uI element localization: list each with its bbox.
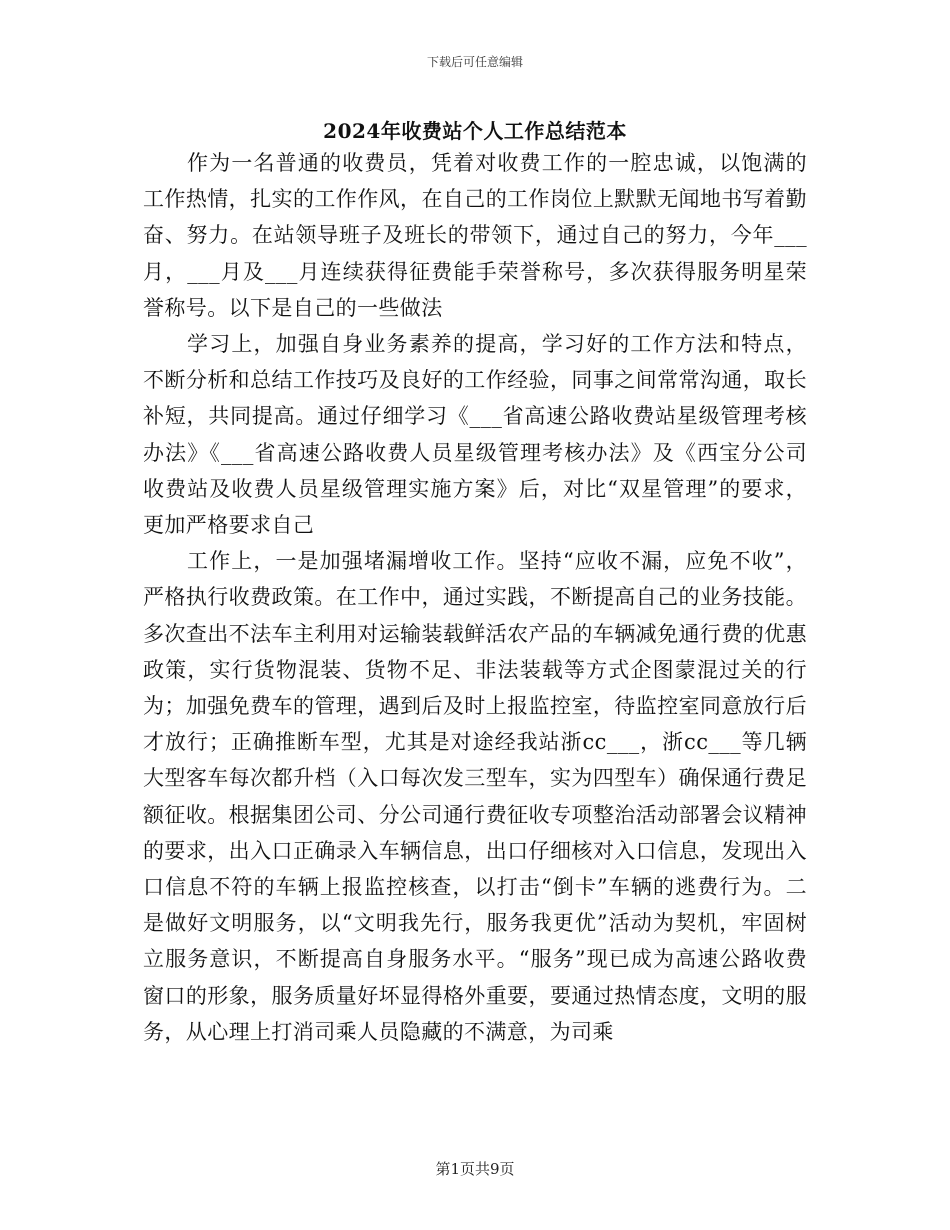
page-header-note: 下载后可任意编辑 (426, 55, 523, 69)
page-number: 第1页共9页 (435, 1160, 515, 1178)
paragraph-work: 工作上，一是加强堵漏增收工作。坚持“应收不漏，应免不收”，严格执行收费政策。在工作中，通过实践，不断提高自己的业务技能。多次查出不法车主利用对运输装载鲜活农产品的车辆减免通行费的优惠政策，实行货物混装、货物不足、非法装载等方式企图蒙混过关的行为；加强免费车的管理，遇到后及时上报监控室，待监控室同意放行后才放行；正确推断车型，尤其是对途经我站浙cc___，浙cc___等几辆大型客车每次都升档（入口每次发三型车，实为四型车）确保通行费足额征收。根据集团公司、分公司通行费征收专项整治活动部署会议精神的要求，出入口正确录入车辆信息，出口仔细核对入口信息，发现出入口信息不符的车辆上报监控核查，以打击“倒卡”车辆的逃费行为。二是做好文明服务，以“文明我先行，服务我更优”活动为契机，牢固树立服务意识，不断提高自身服务水平。“服务”现已成为高速公路收费窗口的形象，服务质量好坏显得格外重要，要通过热情态度，文明的服务，从心理上打消司乘人员隐藏的不满意，为司乘 (143, 549, 807, 1044)
paragraph-study: 学习上，加强自身业务素养的提高，学习好的工作方法和特点，不断分析和总结工作技巧及良好的工作经验，同事之间常常沟通，取长补短，共同提高。通过仔细学习《___省高速公路收费站星级管理考核办法》《___省高速公路收费人员星级管理考核办法》及《西宝分公司收费站及收费人员星级管理实施方案》后，对比“双星管理”的要求，更加严格要求自己 (143, 332, 807, 538)
document-body (143, 145, 807, 1050)
paragraph-intro: 作为一名普通的收费员，凭着对收费工作的一腔忠诚，以饱满的工作热情，扎实的工作作风，在自己的工作岗位上默默无闻地书写着勤奋、努力。在站领导班子及班长的带领下，通过自己的努力，今年___月，___月及___月连续获得征费能手荣誉称号，多次获得服务明星荣誉称号。以下是自己的一些做法 (143, 151, 807, 320)
document-title: 2024年收费站个人工作总结范本 (323, 119, 627, 143)
